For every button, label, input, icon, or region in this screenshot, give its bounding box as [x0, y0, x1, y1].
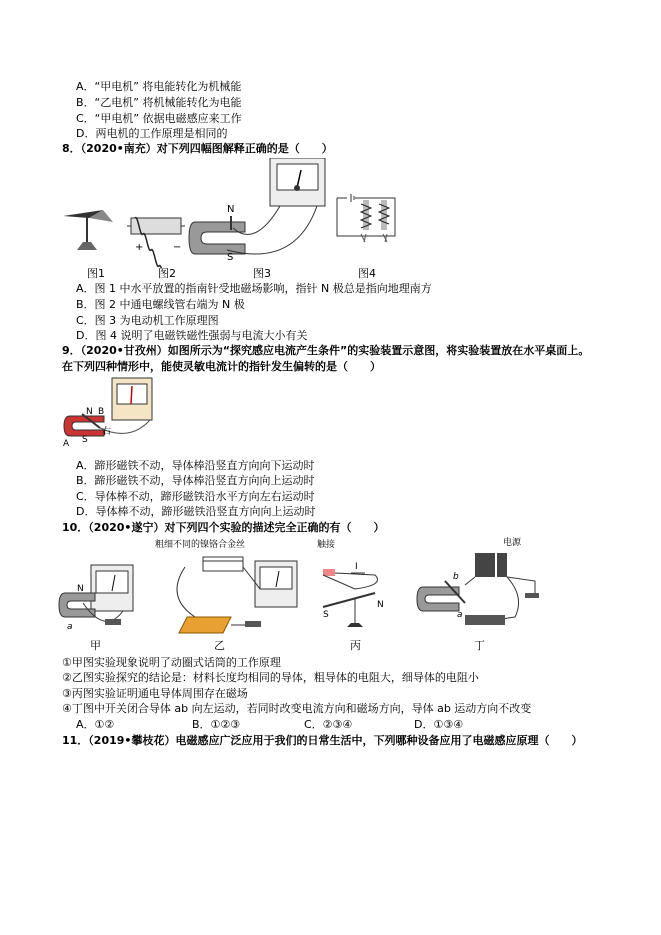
fig1-compass: [63, 210, 113, 250]
q10-option-a: A．①②: [76, 718, 115, 731]
q8-option-c: C．图 3 为电动机工作原理图: [76, 314, 219, 327]
q9-label-n: N: [86, 407, 93, 417]
q10-figures: [55, 537, 555, 655]
yi-wire-caption: 粗细不同的镍铬合金丝: [155, 540, 246, 550]
ding-b-label: b: [453, 572, 459, 582]
bing-touch-label: 触接: [317, 540, 336, 550]
q7-option-a: A．“甲电机” 将电能转化为机械能: [76, 80, 242, 93]
fig2-plus: +: [135, 242, 144, 253]
q10-statement-3: ③丙图实验证明通电导体周围存在磁场: [62, 687, 248, 700]
q9-option-b: B．蹄形磁铁不动，导体棒沿竖直方向向上运动时: [76, 474, 315, 487]
q8-figures: [55, 158, 415, 268]
fig3-apparatus: [189, 158, 325, 263]
q8-fig3-caption: 图3: [253, 267, 271, 280]
q9-label-b: B: [98, 407, 105, 417]
q8-option-d: D．图 4 说明了电磁铁磁性强弱与电流大小有关: [76, 329, 308, 342]
q10-fig-ding-caption: 丁: [474, 639, 485, 652]
q9-stem-line1: 9．（2020•甘孜州）如图所示为“探究感应电流产生条件”的实验装置示意图，将实验装置放在水平桌面上。: [62, 344, 590, 357]
fig2-solenoid: [127, 218, 185, 268]
bing-n-label: N: [377, 600, 384, 610]
q9-label-s: S: [82, 435, 88, 445]
q9-label-right: 右: [102, 427, 112, 437]
jia-a-label: a: [67, 622, 73, 632]
q10-stem: 10．（2020•遂宁）对下列四个实验的描述完全正确的有（ ）: [62, 521, 385, 534]
fig3-s-label: S: [227, 252, 234, 263]
q10-statement-4: ④丁图中开关闭合导体 ab 向左运动，若同时改变电流方向和磁场方向，导体 ab 运动方向不改变: [62, 702, 532, 715]
q11-stem: 11．（2019•攀枝花）电磁感应广泛应用于我们的日常生活中，下列哪种设备应用了电磁感应原理（ ）: [62, 734, 583, 747]
q8-fig2-caption: 图2: [158, 267, 176, 280]
q8-option-b: B．图 2 中通电螺线管右端为 N 极: [76, 298, 245, 311]
q8-fig4-caption: 图4: [358, 267, 376, 280]
fig-yi: [155, 538, 297, 633]
bing-s-label: S: [323, 610, 329, 620]
q8-fig1-caption: 图1: [87, 267, 105, 280]
fig3-n-label: N: [227, 204, 235, 215]
q9-label-a: A: [63, 439, 70, 448]
q9-option-c: C．导体棒不动，蹄形磁铁沿水平方向左右运动时: [76, 490, 315, 503]
q10-fig-yi-caption: 乙: [214, 639, 225, 652]
bing-i-label: I: [355, 562, 358, 572]
q10-option-c: C．②③④: [304, 718, 353, 731]
q9-figure: [60, 376, 160, 448]
q10-fig-jia-caption: 甲: [90, 639, 101, 652]
jia-n-label: N: [77, 584, 84, 594]
fig-ding: [417, 537, 539, 625]
q7-option-b: B．“乙电机” 将机械能转化为电能: [76, 96, 242, 109]
ding-a-label: a: [457, 610, 463, 620]
q10-statement-2: ②乙图实验探究的结论是：材料长度均相同的导体，粗导体的电阻大，细导体的电阻小: [62, 671, 479, 684]
fig-jia: [59, 565, 133, 632]
q10-fig-bing-caption: 丙: [350, 639, 361, 652]
q10-option-b: B．①②③: [192, 718, 241, 731]
q7-option-d: D．两电机的工作原理是相同的: [76, 127, 228, 140]
ding-power-label: 电源: [503, 538, 522, 548]
q7-option-c: C．“甲电机” 依据电磁感应来工作: [76, 112, 242, 125]
fig4-electromagnets: [337, 194, 395, 242]
q9-stem-line2: 在下列四种情形中，能使灵敏电流计的指针发生偏转的是（ ）: [62, 360, 381, 373]
q9-option-d: D．导体棒不动，蹄形磁铁沿竖直方向向上运动时: [76, 505, 316, 518]
q9-option-a: A．蹄形磁铁不动，导体棒沿竖直方向向下运动时: [76, 459, 315, 472]
q8-option-a: A．图 1 中水平放置的指南针受地磁场影响，指针 N 极总是指向地理南方: [76, 282, 432, 295]
fig-bing: [317, 538, 384, 627]
q8-stem: 8．（2020•南充）对下列四幅图解释正确的是（ ）: [62, 142, 333, 155]
q10-option-d: D．①③④: [414, 718, 464, 731]
q10-statement-1: ①甲图实验现象说明了动圈式话筒的工作原理: [62, 656, 281, 669]
fig2-minus: −: [173, 242, 182, 253]
